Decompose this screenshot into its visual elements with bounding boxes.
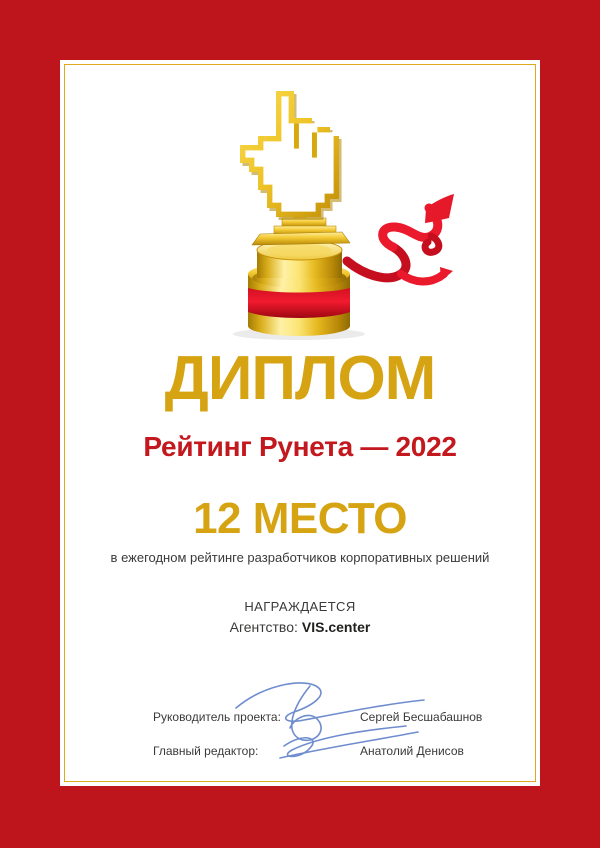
awardee-line xyxy=(60,620,540,635)
place-description: в ежегодном рейтинге разработчиков корпоративных решений xyxy=(110,550,490,565)
trophy-red-band xyxy=(248,288,350,318)
signature-row xyxy=(60,710,540,726)
signature-person-name: Анатолий Денисов xyxy=(360,744,464,758)
signature-role-label: Главный редактор: xyxy=(153,744,259,758)
signature-person-name: Сергей Бесшабашнов xyxy=(360,710,483,724)
awarded-label: НАГРАЖДАЕТСЯ xyxy=(244,599,356,614)
awardee-name: VIS.center xyxy=(301,619,371,635)
pixel-hand-cursor-icon xyxy=(240,91,342,220)
diploma-title: ДИПЛОМ xyxy=(164,344,436,413)
awardee-prefix: Агентство: xyxy=(229,619,298,635)
certificate-card xyxy=(60,60,540,786)
signature-row xyxy=(60,744,540,760)
red-ribbon-icon xyxy=(347,194,454,282)
trophy-base-top xyxy=(253,240,347,288)
rating-subtitle: Рейтинг Рунета — 2022 xyxy=(143,431,457,462)
signature-role-label: Руководитель проекта: xyxy=(153,710,281,724)
pixel-hand-trophy-icon xyxy=(190,84,460,342)
place-heading: 12 МЕСТО xyxy=(193,494,407,543)
